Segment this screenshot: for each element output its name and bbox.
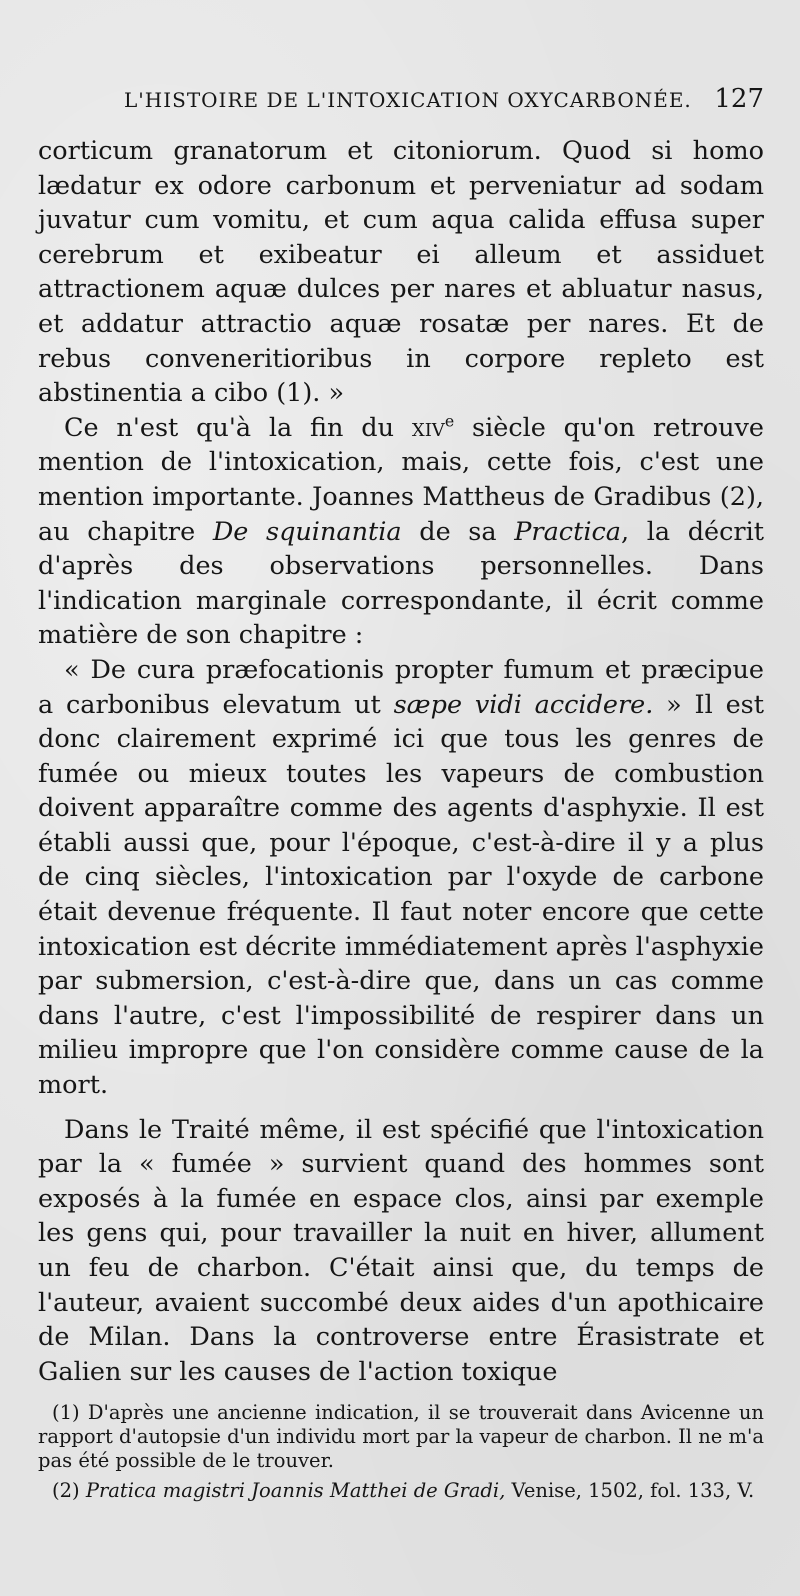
- paragraph-latin-quote: [38, 134, 764, 411]
- paragraph-1-text: corticum granatorum et citoniorum. Quod si homo lædatur ex odore carbonum et perveniatur ad sodam juvatur cum vomitu, et cum aqua calida effusa super cerebrum et exibeatur ei alleum et assiduet attractionem aquæ dulces per nares et abluatur nasus, et addatur attractio aquæ rosatæ per nares. Et de rebus conveneritioribus in corpore repleto est abstinentia a cibo (1). »: [38, 136, 764, 409]
- paragraph-gradibus: [38, 411, 764, 653]
- century-numeral: xiv: [411, 412, 445, 443]
- main-text: [38, 134, 764, 1389]
- page-number: 127: [714, 84, 764, 114]
- footnote-1-text: (1) D'après une ancienne indication, il se trouverait dans Avicenne un rapport d'autopsie d'un individu mort par la vapeur de charbon. Il ne m'a pas été possible de le trouver.: [38, 1401, 765, 1473]
- footnote-2-title: Pratica magistri Joannis Matthei de Gradi,: [85, 1479, 506, 1503]
- running-header: [38, 84, 764, 124]
- footnotes: [38, 1401, 764, 1503]
- footnote-1: [38, 1401, 764, 1473]
- paragraph-2-part-2: siècle qu'on retrouve mention de l'intoxication, mais, cette fois, c'est une mention importante. Joannes Mattheus de Gradibus (2), au chapitre: [38, 412, 765, 547]
- paragraph-4-text: Dans le Traité même, il est spécifié que l'intoxication par la « fumée » survient quand des hommes sont exposés à la fumée en espace clos, ainsi par exemple les gens qui, pour travailler la nuit en hiver, allument un feu de charbon. C'était ainsi que, du temps de l'auteur, avaient succombé deux aides d'un apothicaire de Milan. Dans la controverse entre Érasistrate et Galien sur les causes de l'action toxique: [38, 1114, 764, 1387]
- running-title: L'HISTOIRE DE L'INTOXICATION OXYCARBONÉE.: [124, 88, 692, 112]
- quote-italic: sæpe vidi accidere.: [393, 689, 654, 720]
- paragraph-2-part-1: Ce n'est qu'à la fin du: [64, 412, 412, 443]
- paragraph-3-part-2: » Il est donc clairement exprimé ici que tous les genres de fumée ou mieux toutes les vapeurs de combustion doivent apparaître comme des agents d'asphyxie. Il est établi aussi que, pour l'époque, c'est-à-dire il y a plus de cinq siècles, l'intoxication par l'oxyde de carbone était devenue fréquente. Il faut noter encore que cette intoxication est décrite immédiatement après l'asphyxie par submersion, c'est-à-dire que, dans un cas comme dans l'autre, c'est l'impossibilité de respirer dans un milieu impropre que l'on considère comme cause de la mort.: [38, 689, 764, 1101]
- century-suffix: e: [444, 411, 455, 431]
- chapter-title: De squinantia: [212, 516, 402, 547]
- paragraph-3-part-1: « De cura præfocationis propter fumum et præcipue a carbonibus elevatum ut: [38, 654, 764, 720]
- footnote-2: [38, 1479, 764, 1503]
- footnote-2-marker: (2): [52, 1479, 80, 1503]
- paragraph-2-part-4: , la décrit d'après des observations personnelles. Dans l'indication marginale correspondante, il écrit comme matière de son chapitre :: [38, 516, 764, 651]
- footnote-2-rest: Venise, 1502, fol. 133, V.: [505, 1479, 755, 1503]
- paragraph-traite: [38, 1113, 764, 1390]
- book-title: Practica: [514, 516, 621, 547]
- paragraph-2-part-3: de sa: [401, 516, 515, 547]
- paragraph-marginal-quote: [38, 653, 764, 1103]
